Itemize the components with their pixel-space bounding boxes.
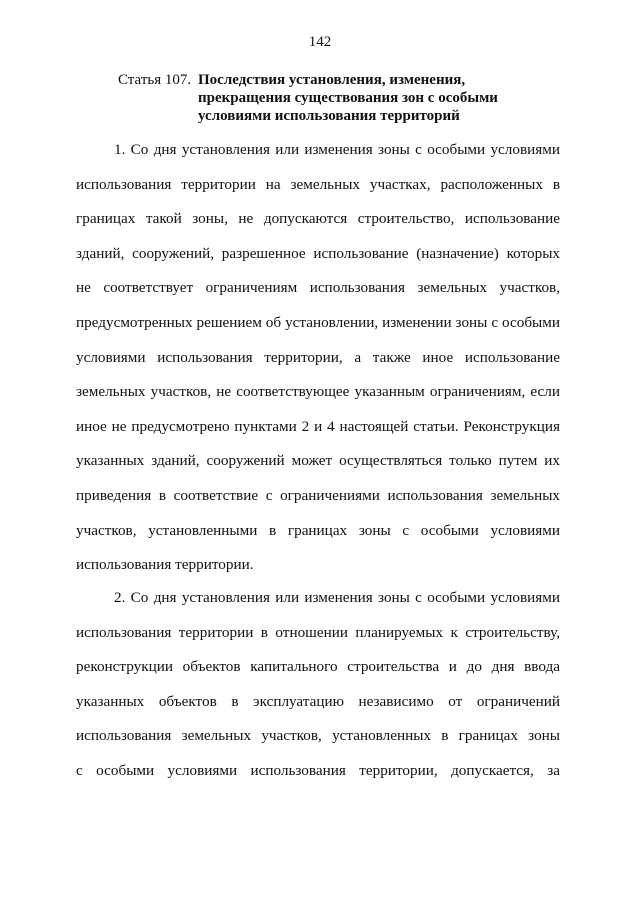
article-title-line: условиями использования территорий xyxy=(198,108,460,124)
text-line: условиями использования территории, а также иное использование xyxy=(76,348,560,366)
text-line: предусмотренных решением об установлении, изменении зоны с особыми xyxy=(76,314,560,331)
page-number: 142 xyxy=(308,34,332,50)
text-line: не соответствует ограничениям использования земельных участков, xyxy=(76,279,560,297)
article-title xyxy=(198,71,528,125)
article-label: Статья 107. xyxy=(118,72,192,88)
text-line: 1. Со дня установления или изменения зоны с особыми условиями xyxy=(114,141,560,158)
text-line: границах такой зоны, не допускаются строительство, использование xyxy=(76,210,560,228)
text-line: использования территории. xyxy=(76,556,254,574)
text-line: приведения в соответствие с ограничениями использования земельных xyxy=(76,487,560,504)
text-line: использования территории на земельных участках, расположенных в xyxy=(76,175,560,193)
text-line: указанных объектов в эксплуатацию независимо от ограничений xyxy=(76,692,560,710)
article-title-line: Последствия установления, изменения, xyxy=(198,72,466,88)
text-line: иное не предусмотрено пунктами 2 и 4 настоящей статьи. Реконструкция xyxy=(76,417,560,435)
text-line: земельных участков, не соответствующее указанным ограничениям, если xyxy=(76,383,560,401)
text-line: указанных зданий, сооружений может осуществляться только путем их xyxy=(76,452,560,470)
article-title-line: прекращения существования зон с особыми xyxy=(198,90,498,106)
text-line: зданий, сооружений, разрешенное использование (назначение) которых xyxy=(76,244,560,262)
text-line: использования территории в отношении планируемых к строительству, xyxy=(76,623,560,641)
text-line: реконструкции объектов капитального строительства и до дня ввода xyxy=(76,658,560,676)
text-line: использования земельных участков, установленных в границах зоны xyxy=(76,727,560,745)
text-line: участков, установленными в границах зоны с особыми условиями xyxy=(76,521,560,539)
text-line: 2. Со дня установления или изменения зоны с особыми условиями xyxy=(114,589,560,606)
text-line: с особыми условиями использования территории, допускается, за xyxy=(76,762,560,779)
